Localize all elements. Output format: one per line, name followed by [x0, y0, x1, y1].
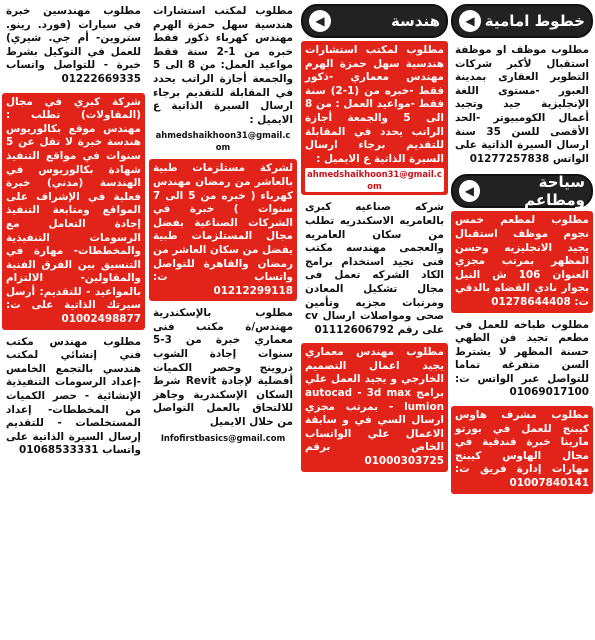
arrow-badge-icon: ◀: [309, 10, 331, 32]
ad-car-engineers: [2, 2, 145, 90]
ad-medical-supplies-engineer: [149, 159, 297, 301]
ad-phone: 01222669335: [61, 72, 141, 85]
ad-phone: 01000303725: [364, 455, 444, 468]
ad-restaurant-reception: [451, 211, 593, 312]
ad-text: مطلوب موظف او موظفة استقبال لأكبر شركات التطوير العقارى بمدينة العبور -مستوى اللغة الإنجليزية جيد وتجيد أعمال الكومبيوتر -الحد الأقصى للسن 35 سنة ارسال السيرة الذاتية على الواتس: [455, 44, 589, 165]
ad-cook: [451, 316, 593, 404]
ad-text: شركه صناعيه كبرى بالعامريه الاسكندريه تطلب من سكان العامريه والعجمى مهندسه مكتب فنى تجيد استخدام برامج الكاد الشركه تعمل فى مجال تشكيل المعادن ومرتبات مجزيه وتأمين صحى ومواصلات ارسال cv على رقم: [305, 201, 444, 336]
ad-alexandria-architect: [149, 304, 297, 446]
column-4: [2, 2, 145, 461]
ad-phone: 01007840141: [509, 477, 589, 490]
ad-text: مطلوب مهندس معماري يجيد اعمال التصميم الخارجي و يجيد العمل علي برامج autocad - 3d max - lumion بمرتب مجزي ارسال السي في و سابقة الاعمال علي الواتساب الخاص برقم: [305, 346, 445, 454]
ad-text: مطلوب مشرف هاوس كيبنج للعمل في بورتو مارينا خبرة فندقية في مجال الهاوس كيبنج مهارات إدارة فريق ت:: [455, 409, 589, 476]
ad-text: لشركة مستلزمات طبية بالعاشر من رمضان مهندس كهرباء ( خبره من 5 الى 7 سنوات ) خبرة في الشركات الصناعية بفضل مجال المستلزمات طبية يفضل من سكان العاشر من رمضان والقاهرة للتواصل واتساب ت:: [153, 162, 293, 284]
ad-housekeeping-supervisor: [451, 406, 593, 494]
section-title: سياحة ومطاعم: [524, 173, 585, 210]
ad-text: مطلوب لمطعم خمس نجوم موظف استقبال يجيد الانجليزيه وحسن المظهر بمرتب مجزي العنوان 106 ش النيل بجوار نادي القضاه بالدقي ت:: [455, 214, 589, 308]
ad-text: مطلوب بالإسكندرية مهندس/ة مكتب فنى معماري خبرة من 3-5 سنوات إجادة الشوب دروينج وحصر الكميات أفضلية لإجادة Revit شرط السكان الإسكندرية وجاهز للالتحاق بالعمل التواصل من خلال الايميل: [153, 307, 294, 429]
ad-reception-employee: [451, 41, 593, 169]
column-3: [149, 2, 297, 447]
section-title: خطوط امامية: [484, 12, 585, 30]
ad-text: مطلوب مهندس مكتب فني إنشائي لمكتب هندسي بالتجمع الخامس -إعداد الرسومات التنفيذية الإنشائية - حصر الكميات من المخططات- إعداد المستخلصات - للتقديم إرسال السيرة الذاتية على واتساب: [6, 335, 141, 457]
ad-text: مطلوب لمكتب استشارات هندسية سهل حمزة الهرم مهندس كهرباء ذكور فقط خبره من 1-2 سنة فقط مواعيد العمل: من 8 الى 5 والجمعة أجازة الراتب يحدد في المقابلة للتقديم برجاء ارسال السيرة الذاتية ع الايميل :: [153, 5, 293, 126]
ad-phone: 01212299118: [213, 284, 293, 297]
ad-electrical-engineer: [149, 2, 297, 156]
ad-phone: 01069017100: [509, 386, 589, 399]
ad-text: مطلوب طباخه للعمل في مطعم تجيد فن الطهي حسنة المظهر لا يشترط السن متفرغه تماما للتواصل عبر الواتس ت:: [455, 318, 589, 385]
ad-structural-technical-office: [2, 333, 145, 461]
section-title: هندسة: [390, 12, 440, 30]
ad-site-engineer: [2, 93, 145, 330]
ad-email: ahmedshaikhoon31@gmail.com: [155, 130, 291, 153]
ad-email: ahmedshaikhoon31@gmail.com: [305, 168, 444, 192]
section-header-tourism: [451, 174, 593, 208]
ad-phone: 01277257838: [469, 152, 550, 165]
ad-text: مطلوب لمكتب استشارات هندسية سهل حمزة الهرم مهندس معماري -ذكور فقط -خبره من (1-2) سنة فقط -مواعيد العمل : من 8 الى 5 والجمعة أجازة الراتب يحدد في المقابلة للتقديم برجاء ارسال السيرة الذاتية ع الايميل :: [305, 44, 444, 165]
section-header-engineering: [301, 4, 448, 38]
column-engineering: [301, 2, 448, 472]
ad-phone: 01002498877: [61, 313, 141, 326]
ad-architect-designer: [301, 343, 448, 471]
ad-phone: 01068533331: [19, 444, 99, 457]
ad-email: Infofirstbasics@gmail.com: [160, 432, 286, 443]
ad-phone: 01112606792: [314, 323, 394, 336]
ad-text: شركة كبري في مجال (المقاولات) تطلب : مهندس موقع بكالوريوس هندسة خبرة لا تقل عن 5 سنوات في مواقع التنفيذ شهادة بكالوريوس في الهندسة (مدني) خبرة فعلية في الإشراف على المواقع ومتابعة التنفيذ إجادة التعامل مع الرسومات التنفيذية والمخططات- مهارة في التنسيق بين الفرق الفنية والمقاولين- الالتزام بالمواعيد - للتقديم: أرسل سيرتك الذاتية على ت:: [6, 95, 141, 312]
ad-architect-engineer: [301, 41, 448, 195]
ad-phone: 01278644408: [491, 295, 571, 308]
section-header-front-lines: [451, 4, 593, 38]
arrow-badge-icon: ◀: [459, 180, 480, 202]
column-front-lines: [451, 2, 593, 494]
ad-text: مطلوب مهندسين خبرة في سيارات (فورد. رينو. ستروين- أم جي. شيري) للعمل في التوكيل بشرط خبرة - للتواصل واتساب: [6, 5, 141, 72]
ad-technical-office-engineer: [301, 198, 448, 340]
arrow-badge-icon: ◀: [459, 10, 481, 32]
